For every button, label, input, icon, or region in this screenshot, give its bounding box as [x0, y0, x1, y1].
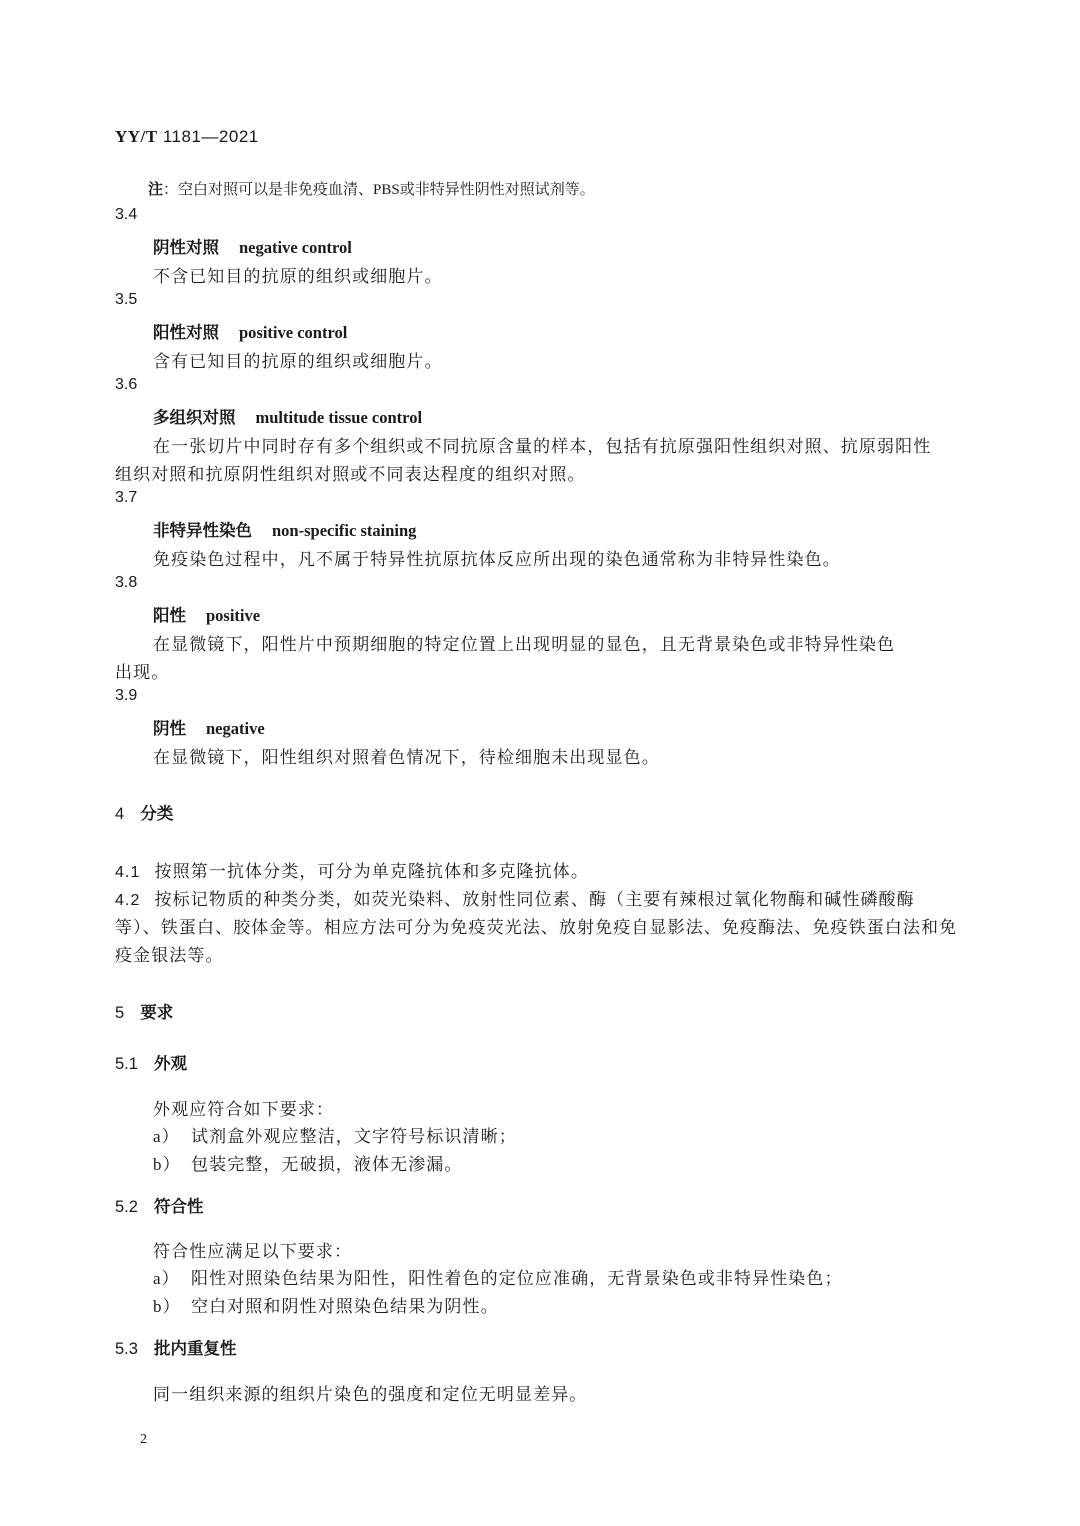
section-heading [115, 999, 173, 1023]
list-marker: a） [153, 1269, 180, 1288]
section-heading [115, 800, 173, 824]
term-en: negative [206, 719, 265, 738]
subsection-number: 5.2 [115, 1198, 138, 1216]
term-zh: 阳性对照 [153, 323, 219, 342]
note [148, 178, 595, 199]
term-zh: 阴性 [153, 719, 186, 738]
subsection-title: 符合性 [153, 1198, 204, 1216]
note-separator: ： [163, 182, 179, 198]
list-marker: a） [153, 1127, 180, 1146]
definition-text: 免疫染色过程中，凡不属于特异性抗原抗体反应所出现的染色通常称为非特异性染色。 [153, 550, 841, 569]
standard-code [115, 127, 259, 147]
definition-text: 在一张切片中同时存有多个组织或不同抗原含量的样本，包括有抗原强阳性组织对照、抗原弱阳性 [153, 437, 932, 456]
subsection-heading [115, 1335, 236, 1359]
clause [115, 857, 589, 882]
list-marker: b） [153, 1297, 181, 1316]
list-item [153, 1150, 463, 1175]
definition-term [153, 319, 347, 343]
clause-text: 按照第一抗体分类，可分为单克隆抗体和多克隆抗体。 [154, 862, 589, 881]
definition-number: 3.6 [115, 376, 138, 393]
section-number: 4 [115, 805, 125, 823]
definition-term [153, 234, 352, 258]
list-text: 阳性对照染色结果为阳性，阳性着色的定位应准确，无背景染色或非特异性染色； [191, 1269, 843, 1288]
definition-term [153, 715, 265, 739]
clause-number: 4.2 [115, 892, 141, 909]
definition-text-cont: 出现。 [115, 663, 170, 682]
term-en: negative control [239, 238, 352, 257]
term-zh: 阴性对照 [153, 238, 219, 257]
term-zh: 非特异性染色 [153, 521, 252, 540]
term-zh: 阳性 [153, 606, 186, 625]
term-en: positive [206, 606, 261, 625]
definition-number: 3.9 [115, 687, 138, 704]
definition-text: 含有已知目的抗原的组织或细胞片。 [153, 352, 443, 371]
subsection-title: 外观 [153, 1055, 187, 1073]
section-number: 5 [115, 1004, 125, 1022]
subsection-heading [115, 1193, 203, 1217]
term-en: non-specific staining [272, 521, 417, 540]
list-item [153, 1122, 517, 1147]
clause [115, 885, 915, 910]
clause-text-cont: 疫金银法等。 [115, 946, 224, 965]
definition-number: 3.8 [115, 574, 138, 591]
subsection-number: 5.3 [115, 1340, 138, 1358]
list-item [153, 1292, 499, 1317]
term-en: positive control [239, 323, 348, 342]
list-marker: b） [153, 1155, 181, 1174]
definition-text: 在显微镜下，阳性片中预期细胞的特定位置上出现明显的显色，且无背景染色或非特异性染色 [153, 635, 896, 654]
definition-number: 3.5 [115, 291, 138, 308]
note-text: 空白对照可以是非免疫血清、PBS或非特异性阴性对照试剂等。 [178, 182, 595, 198]
subsection-number: 5.1 [115, 1055, 138, 1073]
subsection-title: 批内重复性 [153, 1340, 237, 1358]
clause-number: 4.1 [115, 864, 141, 881]
list-item [153, 1264, 843, 1289]
note-label: 注 [148, 182, 164, 198]
definition-text: 在显微镜下，阳性组织对照着色情况下，待检细胞未出现显色。 [153, 748, 660, 767]
definition-text: 不含已知目的抗原的组织或细胞片。 [153, 267, 443, 286]
section-title: 分类 [140, 805, 174, 823]
definition-term [153, 517, 416, 541]
definition-number: 3.4 [115, 206, 138, 223]
definition-text-cont: 组织对照和抗原阴性组织对照或不同表达程度的组织对照。 [115, 465, 586, 484]
subsection-text: 同一组织来源的组织片染色的强度和定位无明显差异。 [153, 1385, 588, 1404]
definition-term [153, 602, 260, 626]
page-number: 2 [140, 1432, 147, 1447]
standard-prefix: YY/T [115, 127, 158, 146]
term-zh: 多组织对照 [153, 408, 236, 427]
list-text: 试剂盒外观应整洁，文字符号标识清晰； [191, 1127, 517, 1146]
clause-text: 按标记物质的种类分类，如荧光染料、放射性同位素、酶（主要有辣根过氧化物酶和碱性磷酸酶 [154, 890, 915, 909]
standard-number: 1181—2021 [162, 127, 259, 146]
subsection-intro: 外观应符合如下要求： [153, 1100, 334, 1119]
subsection-heading [115, 1050, 187, 1074]
list-text: 空白对照和阴性对照染色结果为阴性。 [191, 1297, 499, 1316]
definition-number: 3.7 [115, 489, 138, 506]
term-en: multitude tissue control [255, 408, 423, 427]
list-text: 包装完整，无破损，液体无渗漏。 [191, 1155, 463, 1174]
definition-term [153, 404, 422, 428]
clause-text-cont: 等）、铁蛋白、胶体金等。相应方法可分为免疫荧光法、放射免疫自显影法、免疫酶法、免疫铁蛋白法和免 [115, 918, 958, 937]
section-title: 要求 [140, 1004, 174, 1022]
subsection-intro: 符合性应满足以下要求： [153, 1242, 353, 1261]
